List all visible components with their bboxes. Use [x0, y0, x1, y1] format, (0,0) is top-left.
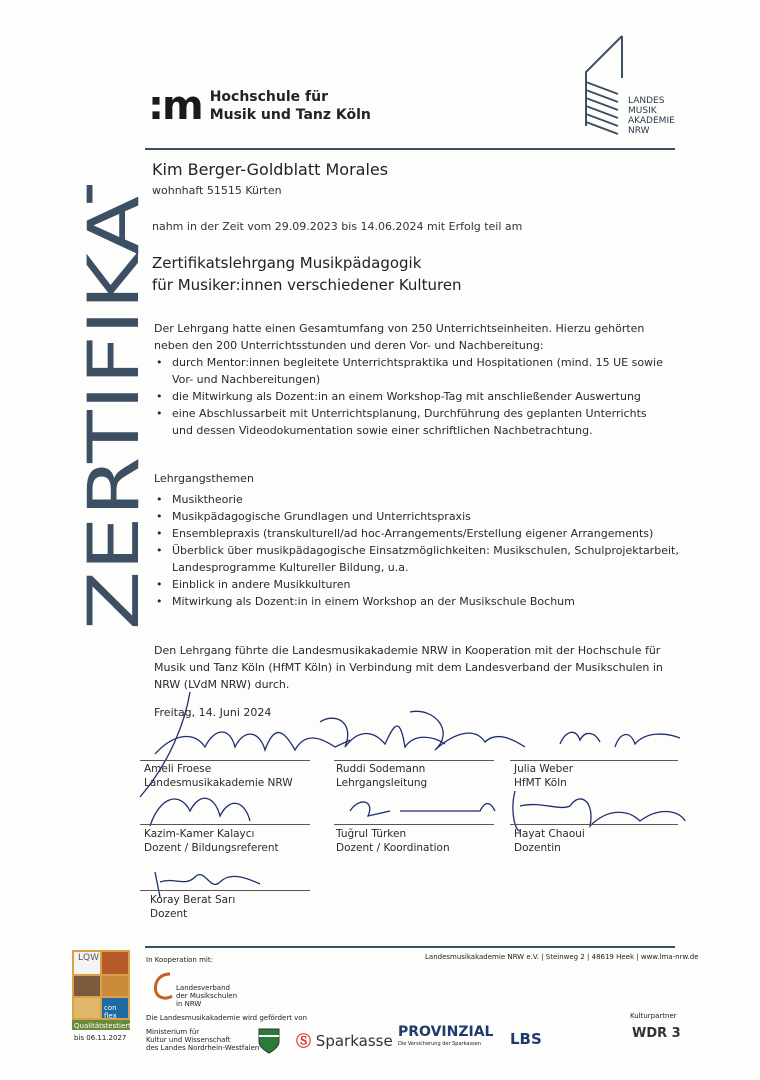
scope-item: • eine Abschlussarbeit mit Unterrichtsplanung, Durchführung des geplanten Unterrichts und dessen Videodokumentation sowie einer schriftlichen Nachbetrachtung. [154, 405, 664, 439]
signatory [144, 762, 293, 790]
provinzial-logo: PROVINZIAL Die Versicherung der Sparkassen [398, 1024, 494, 1047]
topic-item: • Einblick in andere Musikkulturen [154, 576, 682, 593]
date-line: Freitag, 14. Juni 2024 [154, 706, 272, 719]
lma-logo-text: LANDES MUSIK AKADEMIE NRW [628, 96, 675, 136]
lvdm-logo-icon [150, 970, 176, 1000]
signatory-name: Julia Weber [514, 763, 574, 775]
school-name-line2: Musik und Tanz Köln [209, 107, 371, 123]
signatory [514, 762, 573, 790]
footer-rule [145, 946, 675, 948]
topics-heading: Lehrgangsthemen [154, 472, 254, 485]
signatory [514, 827, 585, 855]
vertical-title-text: ZERTIFIKAT [73, 240, 148, 630]
course-title: Zertifikatslehrgang Musikpädagogik für Musiker:innen verschiedener Kulturen [152, 254, 462, 294]
signature-line [510, 760, 678, 761]
topic-item: • Überblick über musikpädagogische Einsatzmöglichkeiten: Musikschulen, Schulprojektarbeit, Landesprogramme Kultureller Bildung, u.a. [154, 542, 682, 576]
signatory-role: HfMT Köln [514, 777, 567, 789]
cooperation-label: In Kooperation mit: [146, 956, 213, 964]
scope-item: • durch Mentor:innen begleitete Unterrichtspraktika und Hospitationen (mind. 15 UE sowie Vor- und Nachbereitungen) [154, 354, 664, 388]
recipient-name: Kim Berger-Goldblatt Morales [152, 160, 389, 179]
signatory-role: Dozentin [514, 842, 561, 854]
funding-statement: Die Landesmusikakademie wird gefördert von [146, 1014, 308, 1022]
header-rule [145, 148, 675, 150]
signature-line [510, 824, 678, 825]
signatory-name: Ameli Froese [144, 763, 212, 775]
signatory-name: Ruddi Sodemann [336, 763, 426, 775]
signatory [150, 893, 235, 921]
signature-line [140, 890, 310, 891]
cooperation-statement: Den Lehrgang führte die Landesmusikakademie NRW in Kooperation mit der Hochschule für Musik und Tanz Köln (HfMT Köln) in Verbindung mit dem Landesverband der Musikschulen in NRW (LVdM NRW) durch. [154, 644, 663, 691]
vertical-title [58, 185, 148, 685]
lbs-logo: LBS [510, 1030, 542, 1048]
signatory [336, 827, 450, 855]
signature-line [140, 760, 310, 761]
sparkasse-s-icon: Ⓢ [296, 1032, 312, 1050]
kulturpartner-label: Kulturpartner [630, 1012, 677, 1020]
wdr-logo: WDR 3 [632, 1026, 681, 1041]
signatory [336, 762, 427, 790]
school-name-line1: Hochschule für [209, 89, 328, 105]
footer-address: Landesmusikakademie NRW e.V. | Steinweg 2 | 48619 Heek | www.lma-nrw.de [425, 953, 699, 961]
topic-item: • Musiktheorie [154, 491, 682, 508]
signatory-role: Landesmusikakademie NRW [144, 777, 293, 789]
sparkasse-logo: Ⓢ Sparkasse [296, 1032, 393, 1050]
hfmt-mark: :m [148, 83, 202, 129]
signatory [144, 827, 279, 855]
signatory-name: Koray Berat Sarı [150, 894, 236, 906]
ministry-text: Ministerium für Kultur und Wissenschaft des Landes Nordrhein-Westfalen [146, 1028, 260, 1052]
topic-item: • Ensemblepraxis (transkulturell/ad hoc-Arrangements/Erstellung eigener Arrangements) [154, 525, 682, 542]
scope-item: • die Mitwirkung als Dozent:in an einem Workshop-Tag mit anschließender Auswertung [154, 388, 664, 405]
signatory-role: Dozent [150, 908, 188, 920]
topics-section [154, 470, 682, 610]
topic-item: • Musikpädagogische Grundlagen und Unterrichtspraxis [154, 508, 682, 525]
recipient-residence: wohnhaft 51515 Kürten [152, 184, 282, 197]
signatory-role: Lehrgangsleitung [336, 777, 428, 789]
scope-section [154, 320, 664, 439]
hfmt-logo [148, 83, 371, 129]
signature-line [140, 824, 310, 825]
topic-item: • Mitwirkung als Dozent:in in einem Workshop an der Musikschule Bochum [154, 593, 682, 610]
signatory-role: Dozent / Bildungsreferent [144, 842, 279, 854]
signature-line [334, 824, 494, 825]
nrw-crest-icon [258, 1028, 280, 1054]
participation-statement: nahm in der Zeit vom 29.09.2023 bis 14.06.2024 mit Erfolg teil am [152, 220, 523, 233]
signatory-name: Tuğrul Türken [336, 828, 407, 840]
signatory-name: Kazim-Kamer Kalaycı [144, 828, 255, 840]
quality-seal: LQW con flex Qualitätstestiert bis 06.11.2027 [72, 950, 130, 1044]
signatory-role: Dozent / Koordination [336, 842, 450, 854]
signature-line [334, 760, 494, 761]
lvdm-text: Landesverband der Musikschulen in NRW [176, 984, 238, 1008]
signatory-name: Hayat Chaoui [514, 828, 585, 840]
scope-intro: Der Lehrgang hatte einen Gesamtumfang von 250 Unterrichtseinheiten. Hierzu gehörten neben den 200 Unterrichtsstunden und deren Vor- und Nachbereitung: [154, 322, 645, 352]
